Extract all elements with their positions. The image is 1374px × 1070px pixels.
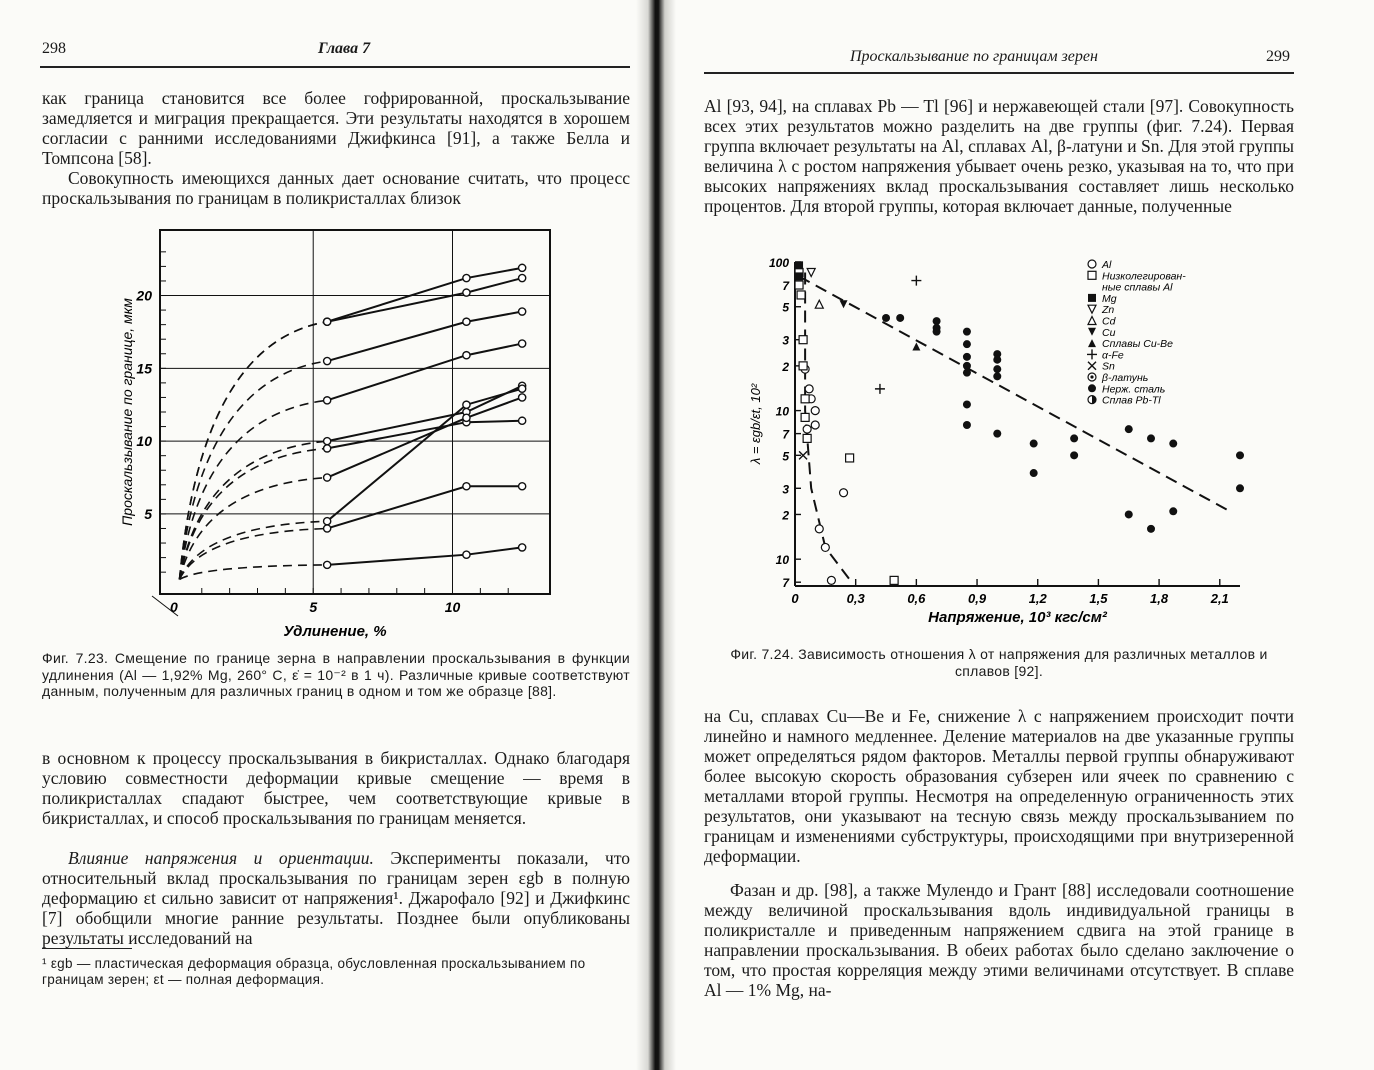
data-line: [327, 486, 522, 528]
y-axis-label: λ = εgb/εt, 10²: [748, 383, 763, 465]
header-rule: [40, 66, 630, 68]
data-point: [519, 544, 526, 551]
y-tick-label: 7: [782, 427, 789, 442]
data-point: [324, 318, 331, 325]
legend-label: Al: [1102, 259, 1112, 271]
data-point: [963, 421, 971, 429]
data-line: [327, 278, 522, 322]
legend-marker: [1090, 375, 1093, 378]
x-tick-label: 1,8: [1150, 591, 1169, 606]
figure-7-23-chart: [110, 222, 560, 642]
data-point: [463, 551, 470, 558]
data-point: [324, 438, 331, 445]
legend-label: Cu: [1102, 326, 1116, 339]
footnote-rule: [42, 948, 132, 949]
data-point: [963, 340, 971, 348]
trend-line: [799, 276, 1230, 511]
dashed-curve: [180, 322, 328, 580]
y-tick-label: 5: [144, 505, 152, 522]
y-tick-label: 3: [782, 482, 789, 497]
running-head: Глава 7: [318, 40, 371, 57]
y-tick-label: 2: [782, 508, 789, 523]
data-point: [797, 291, 805, 299]
legend-marker: [1088, 339, 1096, 347]
data-point: [912, 342, 920, 350]
data-point: [795, 261, 803, 269]
data-point: [463, 401, 470, 408]
legend-marker: [1088, 362, 1096, 370]
x-tick-label: 5: [309, 599, 318, 615]
legend-label: Zn: [1102, 304, 1115, 317]
y-tick-label: 20: [136, 287, 152, 304]
data-point: [324, 397, 331, 404]
data-point: [519, 483, 526, 490]
header-rule: [704, 72, 1294, 74]
legend-marker: [1088, 328, 1096, 336]
paragraph: как граница становится все более гофрированной, проскальзывание замедляется и миграция прекращается. Эти результаты находятся в хорошем согласии с ранними исследованиями Джифкинса [91], а также Белла и Томпсона [58].: [42, 88, 630, 168]
data-point: [324, 445, 331, 452]
legend-marker: [1088, 384, 1096, 392]
data-point: [811, 421, 819, 429]
data-point: [840, 300, 848, 308]
legend-marker: [1088, 305, 1096, 313]
data-point: [519, 340, 526, 347]
data-point: [840, 489, 848, 497]
running-head: Проскальзывание по границам зерен: [850, 48, 1098, 65]
data-point: [1125, 425, 1133, 433]
data-point: [1070, 434, 1078, 442]
data-point: [821, 543, 829, 551]
paragraph: Совокупность имеющихся данных дает основание считать, что процесс проскальзывания по границам в поликристаллах близок: [42, 168, 630, 208]
data-line: [327, 268, 522, 322]
data-point: [324, 474, 331, 481]
data-point: [875, 384, 885, 394]
data-point: [463, 318, 470, 325]
legend-marker: [1087, 349, 1097, 359]
data-point: [519, 385, 526, 392]
legend-label: ные сплавы Al: [1102, 281, 1173, 294]
y-tick-label: 7: [782, 279, 789, 294]
legend-label: Низколегирован-: [1102, 270, 1186, 283]
page-number: 299: [1266, 48, 1290, 65]
data-point: [803, 434, 811, 442]
data-point: [1125, 510, 1133, 518]
book-spine: [636, 0, 676, 1070]
legend-marker: [1088, 317, 1096, 325]
dashed-curve: [180, 478, 328, 580]
paragraph: Фазан и др. [98], а также Мулендо и Грант [88] исследовали соотношение между величиной проскальзывания вдоль индивидуальной границы в поликристалле и приведенным напряжением сдвига на этой границе в направлении проскальзывания. В обеих работах было сделано заключение о том, что простая корреляция между этими величинами отсутствует. В сплаве Al — 1% Mg, на-: [704, 880, 1294, 1000]
legend-label: Cd: [1102, 315, 1116, 328]
y-tick-label: 10: [775, 404, 789, 419]
data-point: [795, 281, 803, 289]
data-point: [519, 417, 526, 424]
right-page: [680, 0, 1374, 1070]
data-point: [463, 352, 470, 359]
data-point: [805, 385, 813, 393]
data-point: [846, 454, 854, 462]
data-point: [815, 300, 823, 308]
data-line: [327, 547, 522, 564]
data-line: [327, 386, 522, 441]
y-axis-label: Проскальзывание по границе, мкм: [119, 298, 135, 526]
y-tick-label: 2: [782, 359, 789, 374]
data-point: [815, 525, 823, 533]
figure-caption: Фиг. 7.24. Зависимость отношения λ от напряжения для различных металлов и сплавов [92].: [730, 646, 1268, 679]
dashed-curve: [180, 322, 328, 580]
y-tick-label: 3: [782, 333, 789, 348]
x-tick-label: 0,3: [846, 591, 865, 606]
legend-label: Нерж. сталь: [1102, 383, 1166, 396]
data-point: [827, 576, 835, 584]
data-point: [324, 518, 331, 525]
paragraph: в основном к процессу проскальзывания в бикристаллах. Однако благодаря условию совместности деформации кривые смещение — время в поликристаллах спадают быстрее, чем соответствующие кривые в бикристаллах, и способ проскальзывания по границам меняется.: [42, 748, 630, 828]
x-tick-label: 2,1: [1210, 591, 1229, 606]
y-tick-label: 5: [782, 300, 789, 315]
data-point: [324, 561, 331, 568]
data-point: [1236, 451, 1244, 459]
data-point: [324, 357, 331, 364]
section-heading: Влияние напряжения и ориентации.: [68, 848, 374, 868]
data-line: [327, 397, 522, 477]
data-point: [801, 395, 809, 403]
data-point: [993, 430, 1001, 438]
y-tick-label: 10: [136, 433, 152, 450]
dashed-curve: [180, 565, 328, 580]
data-point: [463, 289, 470, 296]
legend-label: Mg: [1102, 292, 1117, 305]
legend-label: Сплав Pb-Tl: [1102, 394, 1161, 407]
x-tick-label: 1,5: [1089, 591, 1108, 606]
x-axis-label: Напряжение, 10³ кгс/см²: [928, 609, 1107, 626]
data-point: [963, 369, 971, 377]
data-point: [933, 328, 941, 336]
legend-marker: [1088, 271, 1096, 279]
data-point: [324, 525, 331, 532]
data-point: [801, 413, 809, 421]
data-point: [1030, 440, 1038, 448]
data-point: [463, 414, 470, 421]
data-point: [811, 407, 819, 415]
y-tick-label: 100: [768, 256, 789, 270]
data-point: [963, 328, 971, 336]
x-tick-label: 1,2: [1028, 591, 1047, 606]
data-point: [807, 268, 815, 276]
x-tick-label: 10: [444, 599, 461, 615]
legend-label: α-Fe: [1102, 349, 1124, 362]
left-page: [0, 0, 660, 1070]
y-tick-label: 10: [775, 553, 789, 568]
data-point: [1147, 434, 1155, 442]
data-point: [993, 372, 1001, 380]
y-tick-label: 15: [136, 360, 152, 377]
x-tick-label: 0,9: [968, 591, 987, 606]
data-line: [327, 312, 522, 362]
paragraph: Влияние напряжения и ориентации. Эксперименты показали, что относительный вклад проскальзывания по границам зерен εgb в полную деформацию εt сильно зависит от напряжения¹. Джарофало [92] и Джифкинс [7] обобщили многие ранние результаты. Позднее были опубликованы результаты исследований на: [42, 848, 630, 948]
dashed-curve: [180, 361, 328, 579]
x-tick-label: 0,6: [907, 591, 926, 606]
data-point: [896, 314, 904, 322]
data-point: [519, 264, 526, 271]
data-point: [803, 425, 811, 433]
legend-label: Sn: [1102, 360, 1115, 373]
data-point: [1030, 469, 1038, 477]
data-point: [1236, 484, 1244, 492]
legend-marker: [1088, 294, 1096, 302]
data-point: [519, 308, 526, 315]
figure-caption: Фиг. 7.23. Смещение по границе зерна в направлении проскальзывания в функции удлинения (Al — 1,92% Mg, 260° C, ε̇ = 10⁻² в 1 ч). Различные кривые соответствуют данным, полученным для различных границ в одном и том же образце [88].: [42, 650, 630, 699]
data-point: [963, 353, 971, 361]
data-point: [799, 336, 807, 344]
legend-label: Сплавы Cu-Be: [1102, 338, 1174, 351]
data-point: [963, 400, 971, 408]
data-point: [993, 365, 1001, 373]
data-point: [911, 276, 921, 286]
page-number: 298: [42, 40, 66, 57]
y-tick-label: 5: [782, 449, 789, 464]
paragraph: на Cu, сплавах Cu—Be и Fe, снижение λ с напряжением происходит почти линейно и намного медленнее. Деление материалов на две указанные группы может определяться рядом факторов. Металлы первой группы обнаруживают более высокую скорость образования субзерен или ячеек по сравнению с металлами второй группы. Несмотря на определенную ограниченность этих результатов, они указывают на тесную связь между проскальзыванием по границам и изменениями субструктуры, происходящими при внутризеренной деформации.: [704, 706, 1294, 866]
paragraph: Al [93, 94], на сплавах Pb — Tl [96] и нержавеющей стали [97]. Совокупность всех этих результатов можно разделить на две группы (фиг. 7.24). Первая группа включает результаты на Al, сплавах Al, β-латуни и Sn. Для этой группы величина λ с ростом напряжения убывает очень резко, указывая на то, что при высоких напряжениях вклад проскальзывания составляет лишь несколько процентов. Для второй группы, которая включает данные, полученные: [704, 96, 1294, 216]
data-point: [1169, 507, 1177, 515]
legend-marker: [1088, 260, 1096, 268]
data-point: [519, 394, 526, 401]
data-point: [993, 356, 1001, 364]
y-tick-label: 7: [782, 576, 789, 591]
x-axis-label: Удлинение, %: [283, 623, 387, 640]
data-point: [1147, 525, 1155, 533]
data-point: [795, 272, 803, 280]
data-point: [799, 362, 807, 370]
data-point: [463, 483, 470, 490]
data-point: [463, 274, 470, 281]
data-point: [519, 274, 526, 281]
footnote: ¹ εgb — пластическая деформация образца, обусловленная проскальзыванием по границам зерен; εt — полная деформация.: [42, 956, 586, 987]
x-tick-label: 0: [170, 599, 178, 615]
figure-7-24-chart: [740, 250, 1300, 630]
data-point: [882, 314, 890, 322]
data-point: [1070, 451, 1078, 459]
legend-label: β-латунь: [1102, 372, 1149, 384]
data-point: [890, 576, 898, 584]
dashed-curve: [180, 441, 328, 579]
data-point: [1169, 440, 1177, 448]
x-tick-label: 0: [791, 591, 799, 606]
